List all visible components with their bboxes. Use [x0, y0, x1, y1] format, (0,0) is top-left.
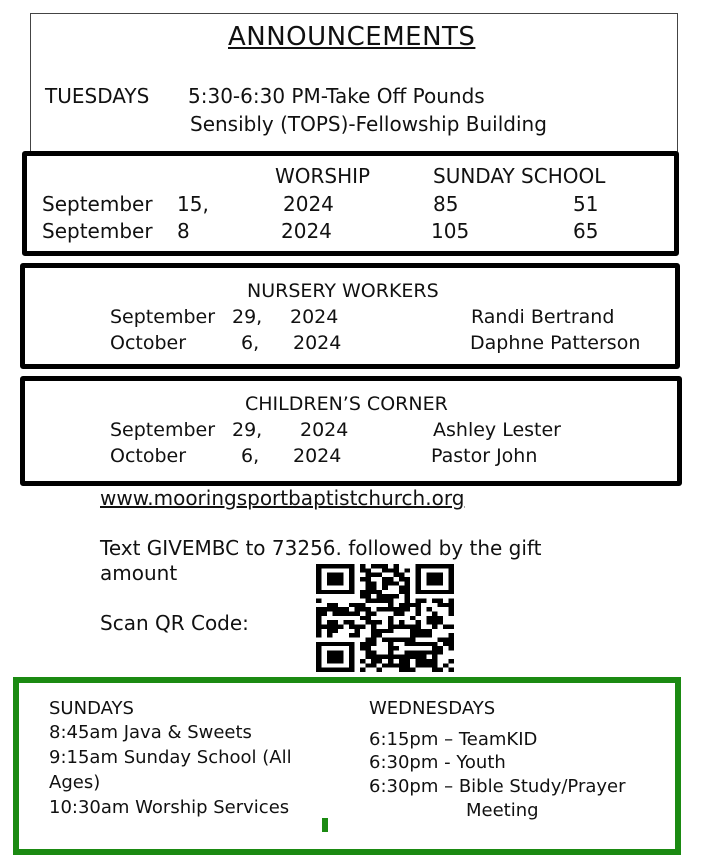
nursery-row-2-day: 6, [241, 332, 260, 354]
attendance-row-1-year: 2024 [283, 192, 334, 216]
attendance-row-1-worship: 85 [433, 192, 459, 216]
wednesdays-item-4: Meeting [466, 800, 539, 821]
wednesdays-item-1: 6:15pm – TeamKID [369, 729, 538, 750]
sundays-item-1: 8:45am Java & Sweets [49, 722, 252, 743]
sundays-item-3: Ages) [49, 772, 101, 793]
wednesdays-item-2: 6:30pm - Youth [369, 752, 506, 773]
childrens-row-2-year: 2024 [293, 445, 342, 467]
attendance-row-2-worship: 105 [431, 219, 470, 243]
sundays-item-2: 9:15am Sunday School (All [49, 747, 292, 768]
sundays-item-4: 10:30am Worship Services [49, 797, 290, 818]
nursery-workers-title: NURSERY WORKERS [247, 280, 439, 302]
attendance-row-2-month: September [42, 219, 153, 243]
worship-header: WORSHIP [275, 164, 371, 188]
nursery-row-2-name: Daphne Patterson [470, 332, 641, 354]
nursery-row-1-month: September [110, 306, 216, 328]
church-website-link[interactable]: www.mooringsportbaptistchurch.org [100, 486, 465, 510]
scan-qr-label: Scan QR Code: [100, 611, 249, 635]
wednesdays-item-3: 6:30pm – Bible Study/Prayer [369, 776, 626, 797]
text-give-line-1: Text GIVEMBC to 73256. followed by the gift [100, 536, 542, 560]
childrens-row-2-month: October [110, 445, 187, 467]
attendance-row-2-day: 8 [177, 219, 190, 243]
childrens-row-1-year: 2024 [300, 419, 349, 441]
sunday-school-header: SUNDAY SCHOOL [433, 164, 606, 188]
nursery-row-2-year: 2024 [293, 332, 342, 354]
nursery-row-2-month: October [110, 332, 187, 354]
wednesdays-title: WEDNESDAYS [369, 698, 496, 719]
attendance-row-1-month: September [42, 192, 153, 216]
nursery-row-1-day: 29, [232, 306, 263, 328]
announcements-title: ANNOUNCEMENTS [228, 22, 476, 52]
qr-code[interactable] [316, 564, 454, 672]
childrens-row-1-name: Ashley Lester [433, 419, 561, 441]
tops-line-2: Sensibly (TOPS)-Fellowship Building [190, 112, 547, 136]
attendance-row-2-year: 2024 [281, 219, 332, 243]
text-give-line-2: amount [100, 561, 178, 585]
attendance-row-1-day: 15, [177, 192, 209, 216]
childrens-row-1-month: September [110, 419, 216, 441]
attendance-row-2-sunday-school: 65 [573, 219, 599, 243]
childrens-row-2-day: 6, [241, 445, 260, 467]
sundays-title: SUNDAYS [49, 698, 134, 719]
tops-line-1: 5:30-6:30 PM-Take Off Pounds [188, 84, 485, 108]
childrens-corner-title: CHILDREN’S CORNER [245, 393, 448, 415]
childrens-row-1-day: 29, [232, 419, 263, 441]
nursery-row-1-year: 2024 [290, 306, 339, 328]
childrens-row-2-name: Pastor John [431, 445, 538, 467]
nursery-row-1-name: Randi Bertrand [471, 306, 615, 328]
attendance-row-1-sunday-school: 51 [573, 192, 599, 216]
green-marker [322, 818, 328, 832]
tuesdays-label: TUESDAYS [45, 84, 150, 108]
